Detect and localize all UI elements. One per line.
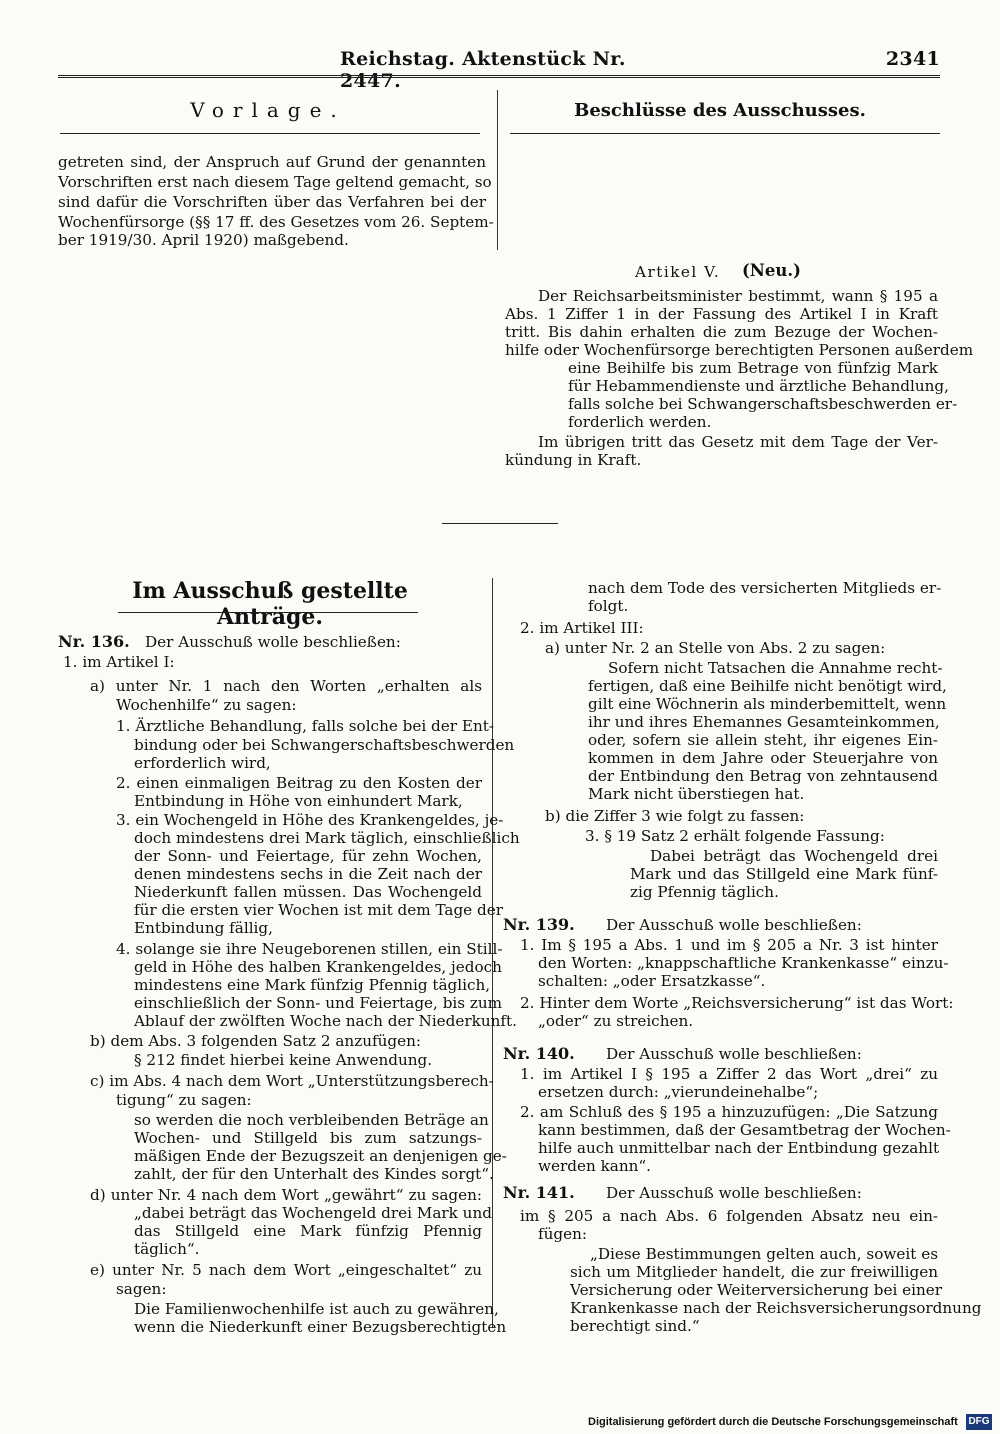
section-divider <box>442 523 558 524</box>
nr136-label: Nr. 136. <box>58 632 130 651</box>
antrag-line: werden kann“. <box>538 1157 651 1175</box>
antrag-line: 2. einen einmaligen Beitrag zu den Kosten der <box>116 774 482 792</box>
vorlage-line: Vorschriften erst nach diesem Tage geltend gemacht, so <box>58 173 492 191</box>
antrag-line: „oder“ zu streichen. <box>538 1012 694 1030</box>
antrag-line: denen mindestens sechs in die Zeit nach der <box>134 865 482 883</box>
antrag-line: e) unter Nr. 5 nach dem Wort „eingeschaltet“ zu <box>90 1261 482 1279</box>
antrag-line: 1. im Artikel I § 195 a Ziffer 2 das Wort „drei“ zu <box>520 1065 938 1083</box>
antrag-line: fertigen, daß eine Beihilfe nicht benötigt wird, <box>588 677 947 695</box>
antrag-line: d) unter Nr. 4 nach dem Wort „gewährt“ zu sagen: <box>90 1186 482 1204</box>
antrag-line: Dabei beträgt das Wochengeld drei <box>650 847 938 865</box>
antrag-line: Sofern nicht Tatsachen die Annahme recht- <box>608 659 943 677</box>
artikel-v-label: Artikel V. <box>635 263 721 281</box>
antrag-line: sagen: <box>116 1280 167 1298</box>
antrag-line: Die Familienwochenhilfe ist auch zu gewähren, <box>134 1300 499 1318</box>
antrag-line: kommen in dem Jahre oder Steuerjahre von <box>588 749 938 767</box>
artikel-v-line: für Hebammendienste und ärztliche Behandlung, <box>568 377 949 395</box>
antrag-line: hilfe auch unmittelbar nach der Entbindung gezahlt <box>538 1139 940 1157</box>
antrag-line: 2. Hinter dem Worte „Reichsversicherung“ ist das Wort: <box>520 994 954 1012</box>
nr140-text: Der Ausschuß wolle beschließen: <box>606 1045 862 1063</box>
vorlage-line: sind dafür die Vorschriften über das Verfahren bei der <box>58 193 486 211</box>
artikel-v-line: Im übrigen tritt das Gesetz mit dem Tage der Ver- <box>538 433 938 451</box>
nr140-label: Nr. 140. <box>503 1044 575 1063</box>
antrag-line: zahlt, der für den Unterhalt des Kindes sorgt“. <box>134 1165 494 1183</box>
antrag-line: kann bestimmen, daß der Gesamtbetrag der Wochen- <box>538 1121 951 1139</box>
antrag-line: täglich“. <box>134 1240 200 1258</box>
antrag-line: Wochen- und Stillgeld bis zum satzungs- <box>134 1129 482 1147</box>
antrag-line: c) im Abs. 4 nach dem Wort „Unterstützungsberech- <box>90 1072 494 1090</box>
antrag-line: einschließlich der Sonn- und Feiertage, bis zum <box>134 994 503 1012</box>
antrag-line: mäßigen Ende der Bezugszeit an denjenigen ge- <box>134 1147 507 1165</box>
antrag-line: Wochenhilfe“ zu sagen: <box>116 696 297 714</box>
antrag-line: 3. § 19 Satz 2 erhält folgende Fassung: <box>585 827 885 845</box>
vorlage-rule <box>60 133 480 134</box>
nr136-text: Der Ausschuß wolle beschließen: <box>145 633 401 651</box>
beschluesse-heading: Beschlüsse des Ausschusses. <box>574 100 866 121</box>
nr141-label: Nr. 141. <box>503 1183 575 1202</box>
antrag-line: § 212 findet hierbei keine Anwendung. <box>134 1051 433 1069</box>
antrag-line: wenn die Niederkunft einer Bezugsberechtigten <box>134 1318 507 1336</box>
antrag-line: so werden die noch verbleibenden Beträge an <box>134 1111 489 1129</box>
antrag-line: Ablauf der zwölften Woche nach der Niederkunft. <box>134 1012 517 1030</box>
vorlage-line: getreten sind, der Anspruch auf Grund der genannten <box>58 153 486 171</box>
running-header: Reichstag. Aktenstück Nr. 2447. <box>340 48 626 92</box>
nr139-text: Der Ausschuß wolle beschließen: <box>606 916 862 934</box>
artikel-v-line: kündung in Kraft. <box>505 451 642 469</box>
antrag-line: zig Pfennig täglich. <box>630 883 779 901</box>
antrag-line: Entbindung fällig, <box>134 919 273 937</box>
antrag-line: Krankenkasse nach der Reichsversicherungsordnung <box>570 1299 982 1317</box>
antrag-line: gilt eine Wöchnerin als minderbemittelt, wenn <box>588 695 947 713</box>
antrag-line: der Sonn- und Feiertage, für zehn Wochen, <box>134 847 482 865</box>
antrag-line: b) dem Abs. 3 folgenden Satz 2 anzufügen: <box>90 1032 421 1050</box>
top-column-divider <box>497 90 498 250</box>
antrag-line: im § 205 a nach Abs. 6 folgenden Absatz neu ein- <box>520 1207 938 1225</box>
page-number: 2341 <box>885 48 940 70</box>
antrag-line: berechtigt sind.“ <box>570 1317 700 1335</box>
antrag-line: b) die Ziffer 3 wie folgt zu fassen: <box>545 807 805 825</box>
antraege-rule <box>118 612 418 613</box>
antrag-line: Mark und das Stillgeld eine Mark fünf- <box>630 865 938 883</box>
artikel-v-line: falls solche bei Schwangerschaftsbeschwerden er- <box>568 395 958 413</box>
antrag-line: fügen: <box>538 1225 588 1243</box>
header-rule <box>58 75 940 78</box>
antrag-line: Versicherung oder Weiterversicherung bei einer <box>570 1281 943 1299</box>
antrag-line: schalten: „oder Ersatzkasse“. <box>538 972 766 990</box>
antrag-line: den Worten: „knappschaftliche Krankenkasse“ einzu- <box>538 954 949 972</box>
nr139-label: Nr. 139. <box>503 915 575 934</box>
antrag-line: geld in Höhe des halben Krankengeldes, jedoch <box>134 958 502 976</box>
antrag-line: oder, sofern sie allein steht, ihr eigenes Ein- <box>588 731 938 749</box>
antrag-line: mindestens eine Mark fünfzig Pfennig täglich, <box>134 976 491 994</box>
beschluesse-rule <box>510 133 940 134</box>
antrag-line: 4. solange sie ihre Neugeborenen stillen, ein Still- <box>116 940 503 958</box>
antrag-line: sich um Mitglieder handelt, die zur freiwilligen <box>570 1263 938 1281</box>
nr141-text: Der Ausschuß wolle beschließen: <box>606 1184 862 1202</box>
artikel-v-line: hilfe oder Wochenfürsorge berechtigten Personen außerdem <box>505 341 974 359</box>
antrag-line: erforderlich wird, <box>134 754 271 772</box>
antrag-line: 2. am Schluß des § 195 a hinzuzufügen: „Die Satzung <box>520 1103 938 1121</box>
antrag-line: 1. Ärztliche Behandlung, falls solche bei der Ent- <box>116 717 494 735</box>
antrag-line: Mark nicht überstiegen hat. <box>588 785 805 803</box>
antraege-title: Im Ausschuß gestellte Anträge. <box>132 578 408 630</box>
dfg-logo: DFG <box>966 1414 992 1430</box>
vorlage-line: ber 1919/30. April 1920) maßgebend. <box>58 231 349 249</box>
antrag-line: 1. im Artikel I: <box>63 653 175 671</box>
antrag-line: Entbindung in Höhe von einhundert Mark, <box>134 792 463 810</box>
artikel-v-line: eine Beihilfe bis zum Betrage von fünfzig Mark <box>568 359 938 377</box>
antrag-line: doch mindestens drei Mark täglich, einschließlich <box>134 829 520 847</box>
antrag-line: 1. Im § 195 a Abs. 1 und im § 205 a Nr. 3 ist hinter <box>520 936 938 954</box>
artikel-v-line: tritt. Bis dahin erhalten die zum Bezuge der Wochen- <box>505 323 938 341</box>
antrag-line: nach dem Tode des versicherten Mitglieds er- <box>588 579 942 597</box>
antrag-line: 3. ein Wochengeld in Höhe des Krankengeldes, je- <box>116 811 504 829</box>
antrag-line: folgt. <box>588 597 629 615</box>
antrag-line: „Diese Bestimmungen gelten auch, soweit es <box>590 1245 938 1263</box>
vorlage-line: Wochenfürsorge (§§ 17 ff. des Gesetzes vom 26. Septem- <box>58 213 494 231</box>
artikel-v-line: Der Reichsarbeitsminister bestimmt, wann § 195 a <box>538 287 938 305</box>
antrag-line: bindung oder bei Schwangerschaftsbeschwerden <box>134 736 515 754</box>
artikel-v-neu: (Neu.) <box>742 261 801 280</box>
antrag-line: für die ersten vier Wochen ist mit dem Tage der <box>134 901 503 919</box>
antrag-line: Niederkunft fallen müssen. Das Wochengeld <box>134 883 482 901</box>
antrag-line: a) unter Nr. 2 an Stelle von Abs. 2 zu sagen: <box>545 639 886 657</box>
antrag-line: ersetzen durch: „vierundeinehalbe“; <box>538 1083 819 1101</box>
artikel-v-line: forderlich werden. <box>568 413 712 431</box>
antrag-line: 2. im Artikel III: <box>520 619 644 637</box>
artikel-v-line: Abs. 1 Ziffer 1 in der Fassung des Artikel I in Kraft <box>505 305 938 323</box>
antrag-line: der Entbindung den Betrag von zehntausend <box>588 767 938 785</box>
antrag-line: ihr und ihres Ehemannes Gesamteinkommen, <box>588 713 940 731</box>
footer-credit: Digitalisierung gefördert durch die Deutsche Forschungsgemeinschaft <box>588 1416 958 1428</box>
antrag-line: das Stillgeld eine Mark fünfzig Pfennig <box>134 1222 482 1240</box>
antrag-line: tigung“ zu sagen: <box>116 1091 252 1109</box>
antrag-line: „dabei beträgt das Wochengeld drei Mark und <box>134 1204 492 1222</box>
antrag-line: a) unter Nr. 1 nach den Worten „erhalten als <box>90 677 482 695</box>
vorlage-heading: Vorlage. <box>190 98 346 122</box>
